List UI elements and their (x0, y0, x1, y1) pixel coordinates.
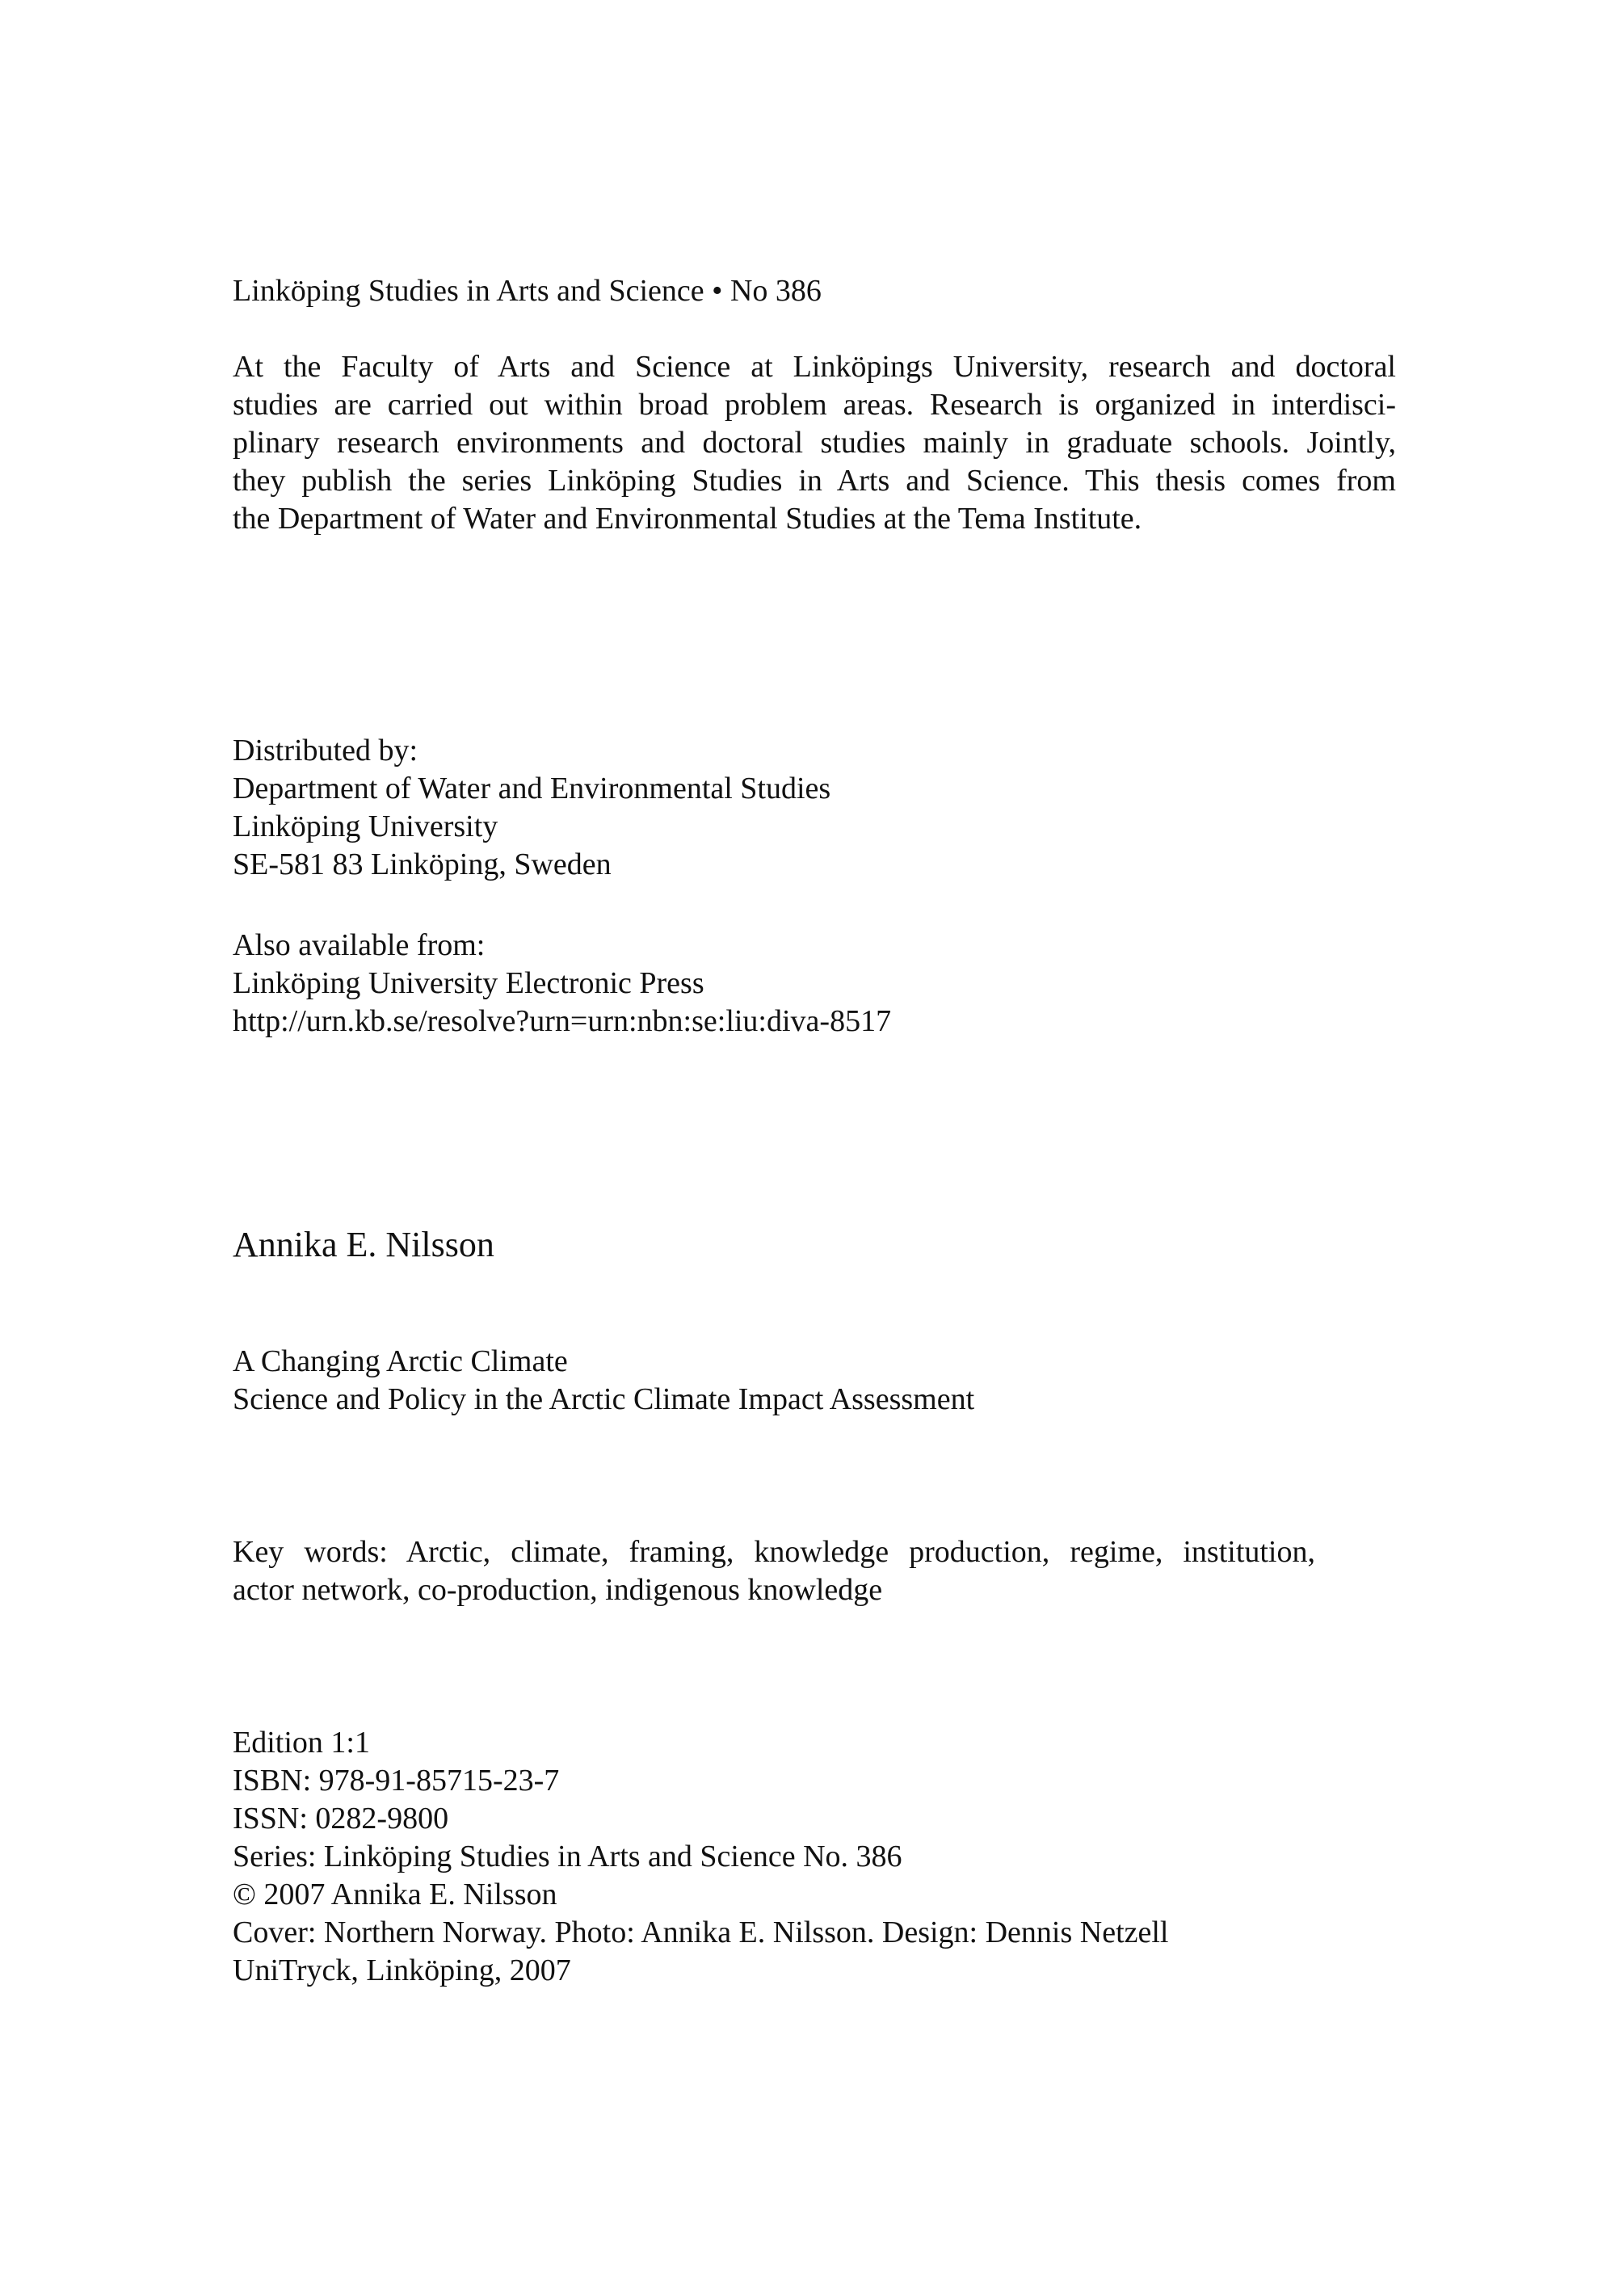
intro-line: the Department of Water and Environmental Studies at the Tema Institute. (233, 502, 1142, 536)
series-header-text: Linköping Studies in Arts and Science • No 386 (233, 274, 822, 308)
distribution-heading: Distributed by: (233, 734, 418, 767)
distribution-block (233, 732, 830, 884)
availability-url: http://urn.kb.se/resolve?urn=urn:nbn:se:liu:diva-8517 (233, 1004, 892, 1038)
intro-line: studies are carried out within broad problem areas. Research is organized in interdisci- (233, 388, 1396, 422)
intro-line: plinary research environments and doctoral studies mainly in graduate schools. Jointly, (233, 426, 1396, 460)
title-block (233, 1343, 974, 1419)
isbn-line: ISBN: 978-91-85715-23-7 (233, 1764, 560, 1798)
keywords-block (233, 1533, 1315, 1609)
copyright-line: © 2007 Annika E. Nilsson (233, 1878, 557, 1911)
intro-paragraph (233, 348, 1396, 538)
keywords-line: Key words: Arctic, climate, framing, knowledge production, regime, institution, (233, 1535, 1315, 1569)
intro-line: they publish the series Linköping Studies in Arts and Science. This thesis comes from (233, 464, 1396, 498)
thesis-subtitle: Science and Policy in the Arctic Climate Impact Assessment (233, 1382, 975, 1416)
distribution-line: Linköping University (233, 809, 498, 843)
colophon-block (233, 1724, 1168, 1990)
intro-line: At the Faculty of Arts and Science at Linköpings University, research and doctoral (233, 350, 1396, 384)
series-line: Series: Linköping Studies in Arts and Science No. 386 (233, 1840, 902, 1873)
availability-line: Linköping University Electronic Press (233, 966, 704, 1000)
thesis-title: A Changing Arctic Climate (233, 1344, 568, 1378)
distribution-line: Department of Water and Environmental Studies (233, 772, 831, 805)
distribution-line: SE-581 83 Linköping, Sweden (233, 847, 612, 881)
series-header (233, 272, 822, 310)
author-block (233, 1224, 494, 1266)
availability-heading: Also available from: (233, 928, 486, 962)
issn-line: ISSN: 0282-9800 (233, 1802, 449, 1836)
cover-credit-line: Cover: Northern Norway. Photo: Annika E. Nilsson. Design: Dennis Netzell (233, 1915, 1169, 1949)
keywords-line: actor network, co-production, indigenous knowledge (233, 1573, 883, 1607)
author-name: Annika E. Nilsson (233, 1225, 494, 1264)
printer-line: UniTryck, Linköping, 2007 (233, 1953, 571, 1987)
edition-line: Edition 1:1 (233, 1726, 370, 1760)
availability-block (233, 927, 891, 1041)
